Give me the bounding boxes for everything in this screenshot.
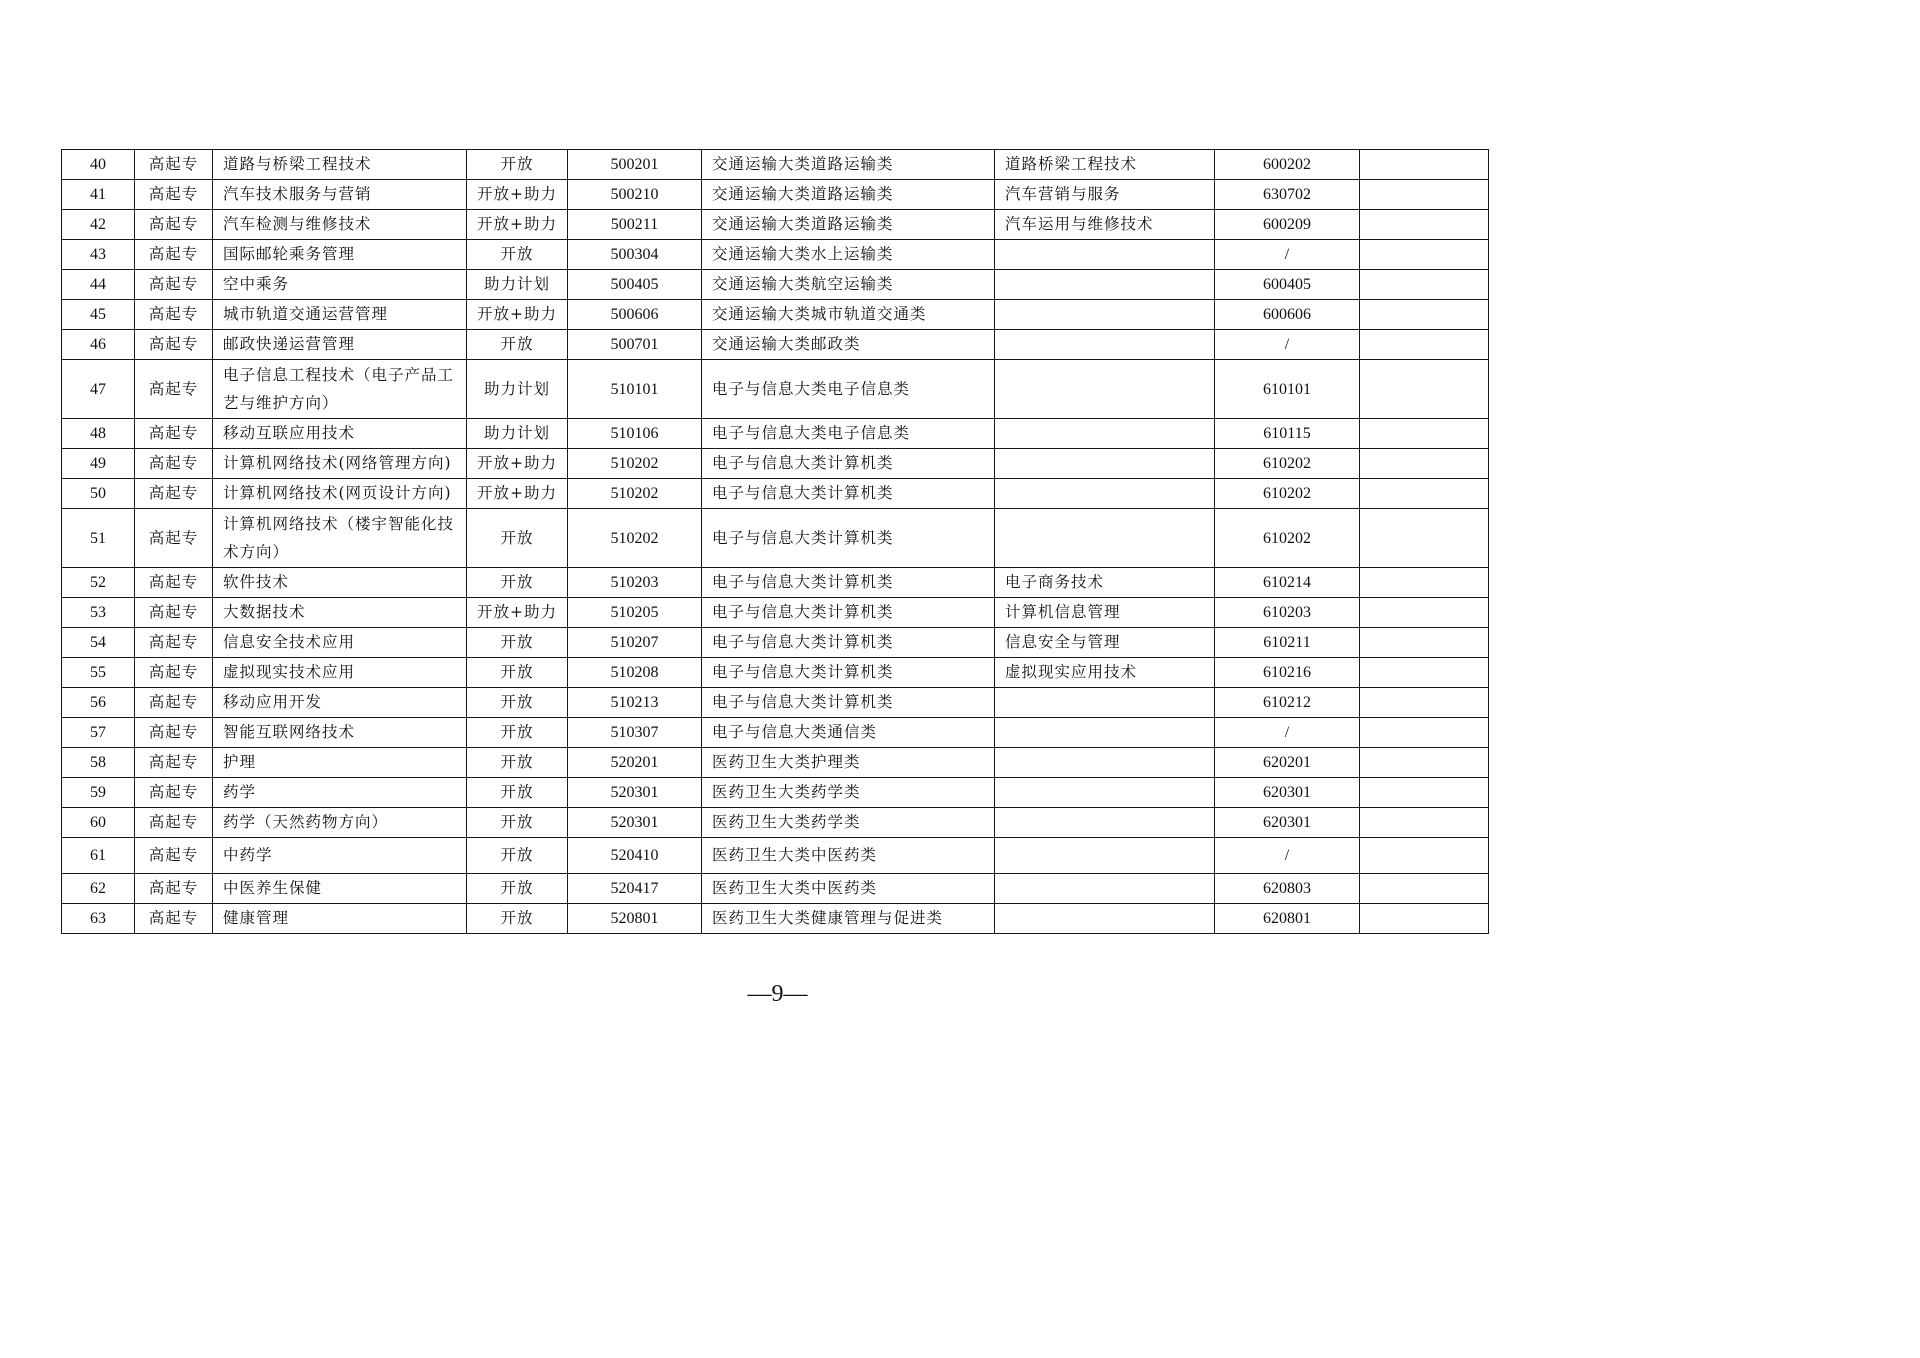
major-code-cell: 510202 [568, 449, 702, 479]
table-row [62, 240, 1489, 270]
program-type-cell: 开放 [467, 778, 568, 808]
table-row [62, 150, 1489, 180]
category-cell: 电子与信息大类计算机类 [702, 568, 995, 598]
old-major-name-cell [995, 479, 1215, 509]
note-cell [1360, 300, 1489, 330]
major-name-cell: 计算机网络技术(网络管理方向) [213, 449, 467, 479]
major-code-cell: 500210 [568, 180, 702, 210]
row-number-cell: 46 [62, 330, 135, 360]
major-name-cell: 中药学 [213, 838, 467, 874]
old-major-code-cell: 610202 [1215, 449, 1360, 479]
program-type-cell: 开放 [467, 568, 568, 598]
old-major-name-cell [995, 718, 1215, 748]
major-code-cell: 500201 [568, 150, 702, 180]
category-cell: 交通运输大类邮政类 [702, 330, 995, 360]
note-cell [1360, 210, 1489, 240]
program-type-cell: 开放 [467, 688, 568, 718]
program-type-cell: 开放+助力 [467, 449, 568, 479]
level-cell: 高起专 [135, 718, 213, 748]
old-major-code-cell: 610202 [1215, 509, 1360, 568]
category-cell: 医药卫生大类护理类 [702, 748, 995, 778]
note-cell [1360, 598, 1489, 628]
old-major-code-cell: 600202 [1215, 150, 1360, 180]
note-cell [1360, 808, 1489, 838]
table-row [62, 449, 1489, 479]
level-cell: 高起专 [135, 598, 213, 628]
old-major-name-cell: 电子商务技术 [995, 568, 1215, 598]
program-type-cell: 助力计划 [467, 270, 568, 300]
note-cell [1360, 874, 1489, 904]
row-number-cell: 49 [62, 449, 135, 479]
table-row [62, 479, 1489, 509]
category-cell: 电子与信息大类计算机类 [702, 628, 995, 658]
major-code-cell: 500701 [568, 330, 702, 360]
old-major-name-cell [995, 360, 1215, 419]
major-name-cell: 国际邮轮乘务管理 [213, 240, 467, 270]
level-cell: 高起专 [135, 808, 213, 838]
table-row [62, 210, 1489, 240]
old-major-code-cell: 610214 [1215, 568, 1360, 598]
major-code-cell: 510203 [568, 568, 702, 598]
level-cell: 高起专 [135, 479, 213, 509]
category-cell: 电子与信息大类电子信息类 [702, 419, 995, 449]
old-major-name-cell [995, 808, 1215, 838]
old-major-name-cell [995, 509, 1215, 568]
level-cell: 高起专 [135, 360, 213, 419]
major-name-cell: 道路与桥梁工程技术 [213, 150, 467, 180]
note-cell [1360, 270, 1489, 300]
old-major-code-cell: 620301 [1215, 778, 1360, 808]
table-row [62, 718, 1489, 748]
note-cell [1360, 628, 1489, 658]
category-cell: 电子与信息大类计算机类 [702, 658, 995, 688]
major-name-cell: 中医养生保健 [213, 874, 467, 904]
note-cell [1360, 360, 1489, 419]
major-name-cell: 药学（天然药物方向） [213, 808, 467, 838]
old-major-code-cell: / [1215, 240, 1360, 270]
row-number-cell: 43 [62, 240, 135, 270]
major-code-cell: 520301 [568, 808, 702, 838]
level-cell: 高起专 [135, 150, 213, 180]
category-cell: 电子与信息大类计算机类 [702, 479, 995, 509]
row-number-cell: 48 [62, 419, 135, 449]
note-cell [1360, 838, 1489, 874]
row-number-cell: 58 [62, 748, 135, 778]
major-name-cell: 护理 [213, 748, 467, 778]
program-type-cell: 开放 [467, 330, 568, 360]
old-major-name-cell [995, 240, 1215, 270]
major-name-cell: 信息安全技术应用 [213, 628, 467, 658]
row-number-cell: 52 [62, 568, 135, 598]
program-type-cell: 开放+助力 [467, 479, 568, 509]
major-name-cell: 药学 [213, 778, 467, 808]
old-major-code-cell: 610202 [1215, 479, 1360, 509]
row-number-cell: 50 [62, 479, 135, 509]
table-row [62, 180, 1489, 210]
category-cell: 电子与信息大类通信类 [702, 718, 995, 748]
major-code-cell: 510208 [568, 658, 702, 688]
major-name-cell: 软件技术 [213, 568, 467, 598]
note-cell [1360, 419, 1489, 449]
table-row [62, 509, 1489, 568]
category-cell: 交通运输大类航空运输类 [702, 270, 995, 300]
program-type-cell: 开放 [467, 509, 568, 568]
category-cell: 医药卫生大类中医药类 [702, 838, 995, 874]
note-cell [1360, 718, 1489, 748]
note-cell [1360, 688, 1489, 718]
old-major-code-cell: 630702 [1215, 180, 1360, 210]
major-code-cell: 510205 [568, 598, 702, 628]
category-cell: 交通运输大类道路运输类 [702, 150, 995, 180]
category-cell: 交通运输大类道路运输类 [702, 180, 995, 210]
note-cell [1360, 658, 1489, 688]
category-cell: 交通运输大类城市轨道交通类 [702, 300, 995, 330]
table-row [62, 270, 1489, 300]
major-code-cell: 510207 [568, 628, 702, 658]
majors-table-body [62, 150, 1489, 934]
major-code-cell: 500405 [568, 270, 702, 300]
category-cell: 电子与信息大类计算机类 [702, 449, 995, 479]
old-major-code-cell: / [1215, 330, 1360, 360]
major-name-cell: 城市轨道交通运营管理 [213, 300, 467, 330]
old-major-name-cell [995, 778, 1215, 808]
level-cell: 高起专 [135, 568, 213, 598]
old-major-name-cell [995, 748, 1215, 778]
row-number-cell: 61 [62, 838, 135, 874]
program-type-cell: 开放+助力 [467, 598, 568, 628]
note-cell [1360, 240, 1489, 270]
level-cell: 高起专 [135, 210, 213, 240]
table-row [62, 904, 1489, 934]
row-number-cell: 44 [62, 270, 135, 300]
level-cell: 高起专 [135, 180, 213, 210]
row-number-cell: 54 [62, 628, 135, 658]
category-cell: 医药卫生大类健康管理与促进类 [702, 904, 995, 934]
major-code-cell: 500304 [568, 240, 702, 270]
note-cell [1360, 904, 1489, 934]
table-row [62, 360, 1489, 419]
program-type-cell: 开放+助力 [467, 300, 568, 330]
major-name-cell: 邮政快递运营管理 [213, 330, 467, 360]
category-cell: 电子与信息大类计算机类 [702, 509, 995, 568]
row-number-cell: 56 [62, 688, 135, 718]
major-name-cell: 计算机网络技术（楼宇智能化技术方向） [213, 509, 467, 568]
note-cell [1360, 180, 1489, 210]
note-cell [1360, 778, 1489, 808]
old-major-name-cell: 虚拟现实应用技术 [995, 658, 1215, 688]
major-code-cell: 510101 [568, 360, 702, 419]
major-code-cell: 510202 [568, 479, 702, 509]
old-major-code-cell: 610212 [1215, 688, 1360, 718]
note-cell [1360, 330, 1489, 360]
level-cell: 高起专 [135, 300, 213, 330]
row-number-cell: 51 [62, 509, 135, 568]
major-name-cell: 大数据技术 [213, 598, 467, 628]
row-number-cell: 45 [62, 300, 135, 330]
old-major-code-cell: 610211 [1215, 628, 1360, 658]
major-code-cell: 510213 [568, 688, 702, 718]
row-number-cell: 47 [62, 360, 135, 419]
old-major-code-cell: 610101 [1215, 360, 1360, 419]
category-cell: 电子与信息大类计算机类 [702, 598, 995, 628]
major-code-cell: 510307 [568, 718, 702, 748]
program-type-cell: 开放 [467, 658, 568, 688]
note-cell [1360, 568, 1489, 598]
old-major-name-cell [995, 904, 1215, 934]
old-major-code-cell: 620201 [1215, 748, 1360, 778]
level-cell: 高起专 [135, 419, 213, 449]
program-type-cell: 开放+助力 [467, 180, 568, 210]
old-major-code-cell: 600209 [1215, 210, 1360, 240]
old-major-name-cell: 计算机信息管理 [995, 598, 1215, 628]
old-major-code-cell: 600405 [1215, 270, 1360, 300]
category-cell: 交通运输大类水上运输类 [702, 240, 995, 270]
old-major-code-cell: 610203 [1215, 598, 1360, 628]
old-major-name-cell [995, 838, 1215, 874]
old-major-code-cell: 620301 [1215, 808, 1360, 838]
old-major-name-cell: 汽车运用与维修技术 [995, 210, 1215, 240]
level-cell: 高起专 [135, 688, 213, 718]
row-number-cell: 53 [62, 598, 135, 628]
major-name-cell: 空中乘务 [213, 270, 467, 300]
major-name-cell: 汽车检测与维修技术 [213, 210, 467, 240]
program-type-cell: 开放 [467, 748, 568, 778]
program-type-cell: 开放 [467, 718, 568, 748]
level-cell: 高起专 [135, 270, 213, 300]
program-type-cell: 开放 [467, 628, 568, 658]
table-row [62, 748, 1489, 778]
old-major-code-cell: / [1215, 838, 1360, 874]
old-major-code-cell: / [1215, 718, 1360, 748]
program-type-cell: 开放 [467, 838, 568, 874]
major-code-cell: 510106 [568, 419, 702, 449]
category-cell: 医药卫生大类药学类 [702, 778, 995, 808]
category-cell: 医药卫生大类药学类 [702, 808, 995, 838]
category-cell: 电子与信息大类电子信息类 [702, 360, 995, 419]
level-cell: 高起专 [135, 838, 213, 874]
program-type-cell: 开放 [467, 904, 568, 934]
old-major-code-cell: 600606 [1215, 300, 1360, 330]
row-number-cell: 55 [62, 658, 135, 688]
old-major-name-cell: 信息安全与管理 [995, 628, 1215, 658]
program-type-cell: 助力计划 [467, 360, 568, 419]
level-cell: 高起专 [135, 628, 213, 658]
old-major-code-cell: 610216 [1215, 658, 1360, 688]
old-major-code-cell: 610115 [1215, 419, 1360, 449]
old-major-name-cell [995, 688, 1215, 718]
category-cell: 电子与信息大类计算机类 [702, 688, 995, 718]
row-number-cell: 41 [62, 180, 135, 210]
old-major-name-cell [995, 330, 1215, 360]
table-row [62, 658, 1489, 688]
major-code-cell: 520410 [568, 838, 702, 874]
old-major-name-cell: 道路桥梁工程技术 [995, 150, 1215, 180]
major-name-cell: 移动应用开发 [213, 688, 467, 718]
major-code-cell: 520201 [568, 748, 702, 778]
major-name-cell: 汽车技术服务与营销 [213, 180, 467, 210]
table-row [62, 628, 1489, 658]
note-cell [1360, 449, 1489, 479]
row-number-cell: 40 [62, 150, 135, 180]
old-major-name-cell [995, 874, 1215, 904]
program-type-cell: 助力计划 [467, 419, 568, 449]
old-major-name-cell [995, 419, 1215, 449]
program-type-cell: 开放 [467, 240, 568, 270]
table-row [62, 330, 1489, 360]
category-cell: 医药卫生大类中医药类 [702, 874, 995, 904]
row-number-cell: 62 [62, 874, 135, 904]
level-cell: 高起专 [135, 658, 213, 688]
row-number-cell: 60 [62, 808, 135, 838]
level-cell: 高起专 [135, 904, 213, 934]
program-type-cell: 开放 [467, 808, 568, 838]
majors-table [61, 149, 1489, 934]
major-code-cell: 520301 [568, 778, 702, 808]
table-row [62, 874, 1489, 904]
page-number: —9— [747, 981, 808, 1007]
program-type-cell: 开放 [467, 874, 568, 904]
major-name-cell: 健康管理 [213, 904, 467, 934]
program-type-cell: 开放+助力 [467, 210, 568, 240]
old-major-name-cell [995, 449, 1215, 479]
major-code-cell: 500211 [568, 210, 702, 240]
table-row [62, 838, 1489, 874]
row-number-cell: 59 [62, 778, 135, 808]
major-name-cell: 虚拟现实技术应用 [213, 658, 467, 688]
category-cell: 交通运输大类道路运输类 [702, 210, 995, 240]
level-cell: 高起专 [135, 240, 213, 270]
level-cell: 高起专 [135, 449, 213, 479]
major-name-cell: 移动互联应用技术 [213, 419, 467, 449]
table-row [62, 778, 1489, 808]
major-code-cell: 510202 [568, 509, 702, 568]
note-cell [1360, 509, 1489, 568]
table-row [62, 598, 1489, 628]
major-name-cell: 智能互联网络技术 [213, 718, 467, 748]
old-major-name-cell: 汽车营销与服务 [995, 180, 1215, 210]
row-number-cell: 42 [62, 210, 135, 240]
level-cell: 高起专 [135, 778, 213, 808]
old-major-code-cell: 620801 [1215, 904, 1360, 934]
major-code-cell: 520417 [568, 874, 702, 904]
table-row [62, 419, 1489, 449]
note-cell [1360, 748, 1489, 778]
level-cell: 高起专 [135, 748, 213, 778]
table-row [62, 688, 1489, 718]
program-type-cell: 开放 [467, 150, 568, 180]
major-name-cell: 电子信息工程技术（电子产品工艺与维护方向） [213, 360, 467, 419]
level-cell: 高起专 [135, 330, 213, 360]
row-number-cell: 57 [62, 718, 135, 748]
table-row [62, 568, 1489, 598]
old-major-code-cell: 620803 [1215, 874, 1360, 904]
old-major-name-cell [995, 270, 1215, 300]
row-number-cell: 63 [62, 904, 135, 934]
major-code-cell: 500606 [568, 300, 702, 330]
table-row [62, 300, 1489, 330]
note-cell [1360, 479, 1489, 509]
table-row [62, 808, 1489, 838]
level-cell: 高起专 [135, 874, 213, 904]
level-cell: 高起专 [135, 509, 213, 568]
note-cell [1360, 150, 1489, 180]
major-code-cell: 520801 [568, 904, 702, 934]
major-name-cell: 计算机网络技术(网页设计方向) [213, 479, 467, 509]
old-major-name-cell [995, 300, 1215, 330]
